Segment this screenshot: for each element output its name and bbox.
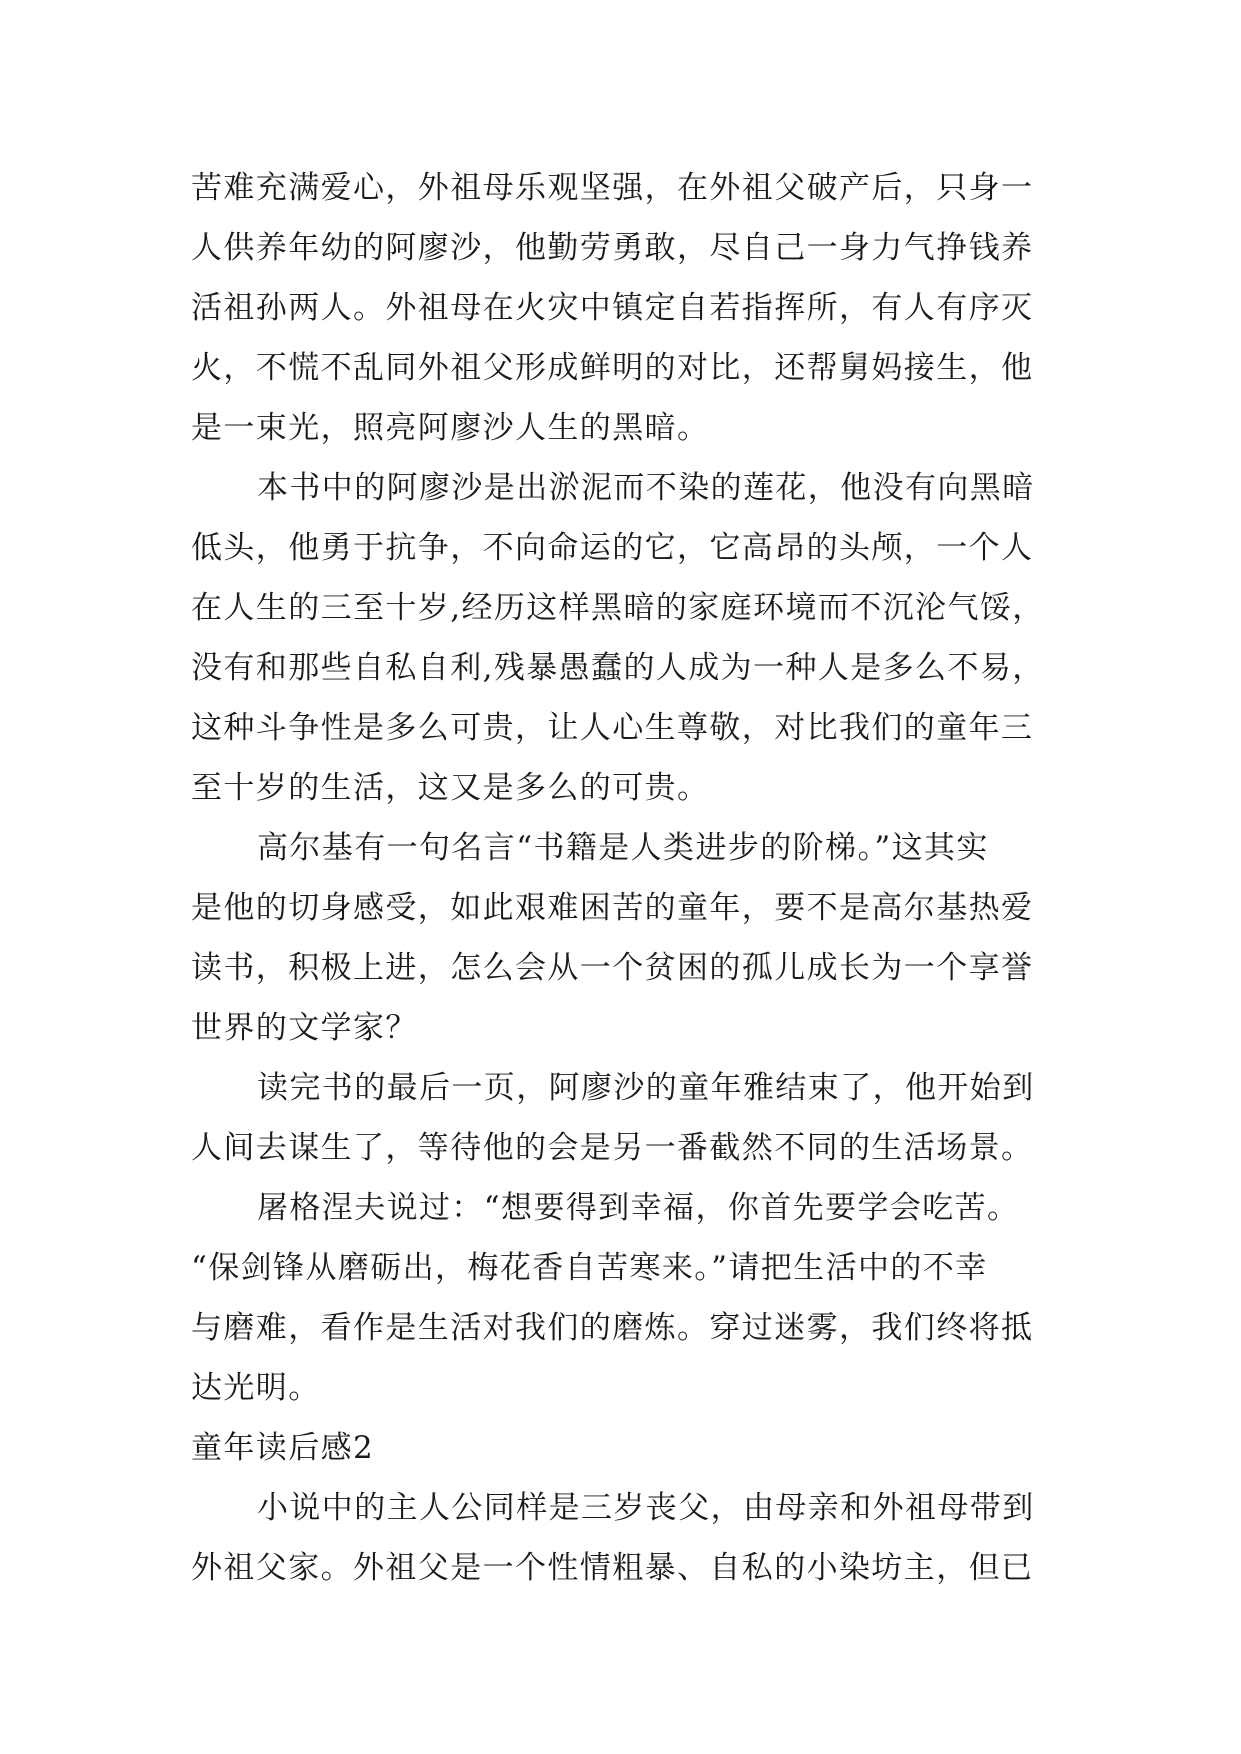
paragraph-line: 达光明。	[191, 1370, 321, 1406]
paragraph-line: 读完书的最后一页，阿廖沙的童年雅结束了，他开始到	[257, 1070, 1035, 1106]
paragraph-line: 在人生的三至十岁,经历这样黑暗的家庭环境而不沉沦气馁，	[191, 590, 1045, 626]
paragraph-line: 小说中的主人公同样是三岁丧父，由母亲和外祖母带到	[257, 1490, 1035, 1526]
paragraph-line: 本书中的阿廖沙是出淤泥而不染的莲花，他没有向黑暗	[257, 470, 1035, 506]
paragraph-line: 人供养年幼的阿廖沙，他勤劳勇敢，尽自己一身力气挣钱养	[191, 230, 1034, 266]
paragraph-line: 屠格涅夫说过：“想要得到幸福，你首先要学会吃苦。	[257, 1190, 1020, 1226]
paragraph-line: 与磨难，看作是生活对我们的磨炼。穿过迷雾，我们终将抵	[191, 1310, 1034, 1346]
paragraph-line: 没有和那些自私自利,残暴愚蠢的人成为一种人是多么不易，	[191, 650, 1045, 686]
paragraph-line: 这种斗争性是多么可贵，让人心生尊敬，对比我们的童年三	[191, 710, 1034, 746]
paragraph-line: 苦难充满爱心，外祖母乐观坚强，在外祖父破产后，只身一	[191, 170, 1034, 206]
paragraph-line: 活祖孙两人。外祖母在火灾中镇定自若指挥所，有人有序灭	[191, 290, 1034, 326]
paragraph-line: “保剑锋从磨砺出，梅花香自苦寒来。”请把生活中的不幸	[191, 1250, 988, 1286]
paragraph-line: 人间去谋生了，等待他的会是另一番截然不同的生活场景。	[191, 1130, 1034, 1166]
paragraph-line: 高尔基有一句名言“书籍是人类进步的阶梯。”这其实	[257, 830, 989, 866]
paragraph-line: 外祖父家。外祖父是一个性情粗暴、自私的小染坊主，但已	[191, 1550, 1034, 1586]
paragraph-line: 是他的切身感受，如此艰难困苦的童年，要不是高尔基热爱	[191, 890, 1034, 926]
paragraph-line: 是一束光，照亮阿廖沙人生的黑暗。	[191, 410, 710, 446]
document-body	[191, 158, 1071, 1598]
paragraph-line: 读书，积极上进，怎么会从一个贫困的孤儿成长为一个享誉	[191, 950, 1034, 986]
section-title: 童年读后感2	[191, 1430, 375, 1466]
paragraph-line: 至十岁的生活，这又是多么的可贵。	[191, 770, 710, 806]
paragraph-line: 火，不慌不乱同外祖父形成鲜明的对比，还帮舅妈接生，他	[191, 350, 1034, 386]
paragraph-line: 低头，他勇于抗争，不向命运的它，它高昂的头颅，一个人	[191, 530, 1034, 566]
paragraph-line: 世界的文学家？	[191, 1010, 418, 1046]
